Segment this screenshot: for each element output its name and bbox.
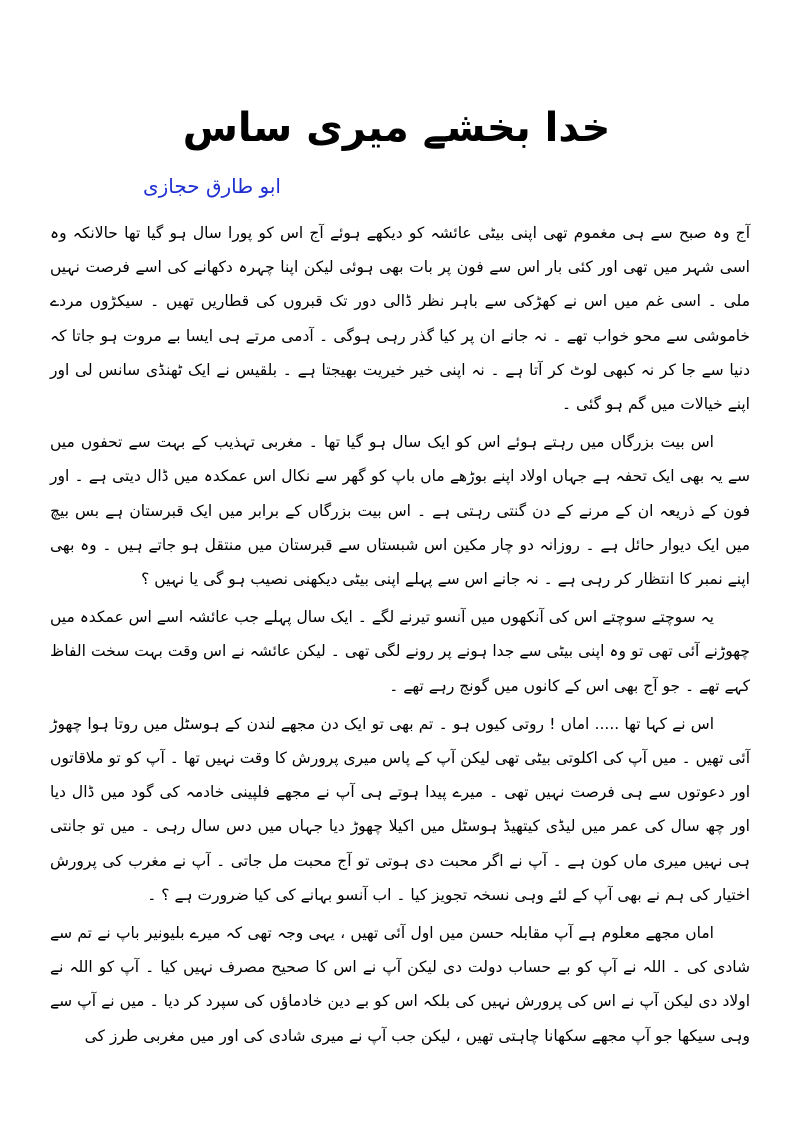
paragraph-3: یہ سوچتے سوچتے اس کی آنکھوں میں آنسو تیرنے لگے ۔ ایک سال پہلے جب عائشہ اسے اس عمکدہ میں چھوڑنے آئی تھی تو وہ اپنی بیٹی سے جدا ہونے پر رونے لگی تھی ۔ لیکن عائشہ نے اس وقت بہت سخت الفاظ کہے تھے ۔ جو آج بھی اس کے کانوں میں گونج رہے تھے ۔ — [50, 608, 750, 695]
paragraph-4: اس نے کہا تھا ..... اماں ! روتی کیوں ہو ۔ تم بھی تو ایک دن مجھے لندن کے ہوسٹل میں روتا ہوا چھوڑ آئی تھیں ۔ میں آپ کی اکلوتی بیٹی تھی لیکن آپ کے پاس میری پرورش کا وقت نہیں تھا ۔ آپ کو تو ملاقاتوں اور دعوتوں سے ہی فرصت نہیں تھی ۔ میرے پیدا ہوتے ہی آپ نے مجھے فلپینی خادمہ کی گود میں ڈال دیا اور چھ سال کی عمر میں لیڈی کیتھیڈ ہوسٹل میں اکیلا چھوڑ دیا جہاں میں دس سال رہی ۔ میں تو جانتی ہی نہیں میری ماں کون ہے ۔ آپ نے اگر محبت دی ہوتی تو آج محبت مل جاتی ۔ آپ نے مغرب کی پرورش اختیار کی ہم نے بھی آپ کے لئے وہی نسخہ تجویز کیا ۔ اب آنسو بہانے کی کیا ضرورت ہے ؟ ۔ — [50, 714, 750, 904]
page-title: خدا بخشے میری ساس — [182, 105, 611, 151]
paragraph-1: آج وہ صبح سے ہی مغموم تھی اپنی بیٹی عائشہ کو دیکھے ہوئے آج اس کو پورا سال ہو گیا تھا حالانکہ وہ اسی شہر میں تھی اور کئی بار اس سے فون پر بات بھی ہوئی لیکن اپنا چہرہ دکھانے کی اسے فرصت نہیں ملی ۔ اسی غم میں اس نے کھڑکی سے باہر نظر ڈالی دور تک قبروں کی قطاریں تھیں ۔ سیکڑوں مردے خاموشی سے محو خواب تھے ۔ نہ جانے ان پر کیا گذر رہی ہوگی ۔ آدمی مرتے ہی ایسا بے مروت ہو جاتا کہ دنیا سے جا کر نہ کبھی لوٹ کر آتا ہے ۔ نہ اپنی خیر خیریت بھیجتا ہے ۔ بلقیس نے ایک ٹھنڈی سانس لی اور اپنے خیالات میں گم ہو گئی ۔ — [50, 224, 750, 414]
paragraph-2: اس بیت بزرگاں میں رہتے ہوئے اس کو ایک سال ہو گیا تھا ۔ مغربی تہذیب کے بہت سے تحفوں میں سے یہ بھی ایک تحفہ ہے جہاں اولاد اپنے بوڑھے ماں باپ کو گھر سے نکال اس عمکدہ میں ڈال دیتی ہے ۔ اور فون کے ذریعہ ان کے مرنے کے دن گنتی رہتی ہے ۔ اس بیت بزرگاں کے برابر میں ایک قبرستان ہے بس بیچ میں ایک دیوار حائل ہے ۔ روزانہ دو چار مکین اس شبستاں سے قبرستان میں منتقل ہو جاتے ہیں ۔ وہ بھی اپنے نمبر کا انتظار کر رہی ہے ۔ نہ جانے اس سے پہلے اپنی بیٹی دیکھنی نصیب ہو گی یا نہیں ؟ — [50, 433, 750, 589]
author-byline: ابو طارق حجازی — [142, 174, 281, 198]
paragraph-5: اماں مجھے معلوم ہے آپ مقابلہ حسن میں اول آئی تھیں ، یہی وجہ تھی کہ میرے بلیونیر باپ نے تم سے شادی کی ۔ اللہ نے آپ کو بے حساب دولت دی لیکن آپ نے اس کا صحیح مصرف نہیں کیا ۔ آپ کو اللہ نے اولاد دی لیکن آپ نے اس کی پرورش نہیں کی بلکہ اس کو بے دین خادماؤں کی سپرد کر دیا ۔ میں نے آپ سے وہی سیکھا جو آپ مجھے سکھانا چاہتی تھیں ، لیکن جب آپ نے میری شادی کی اور میں مغربی طرز کی — [50, 924, 750, 1045]
article-body — [50, 216, 750, 1057]
